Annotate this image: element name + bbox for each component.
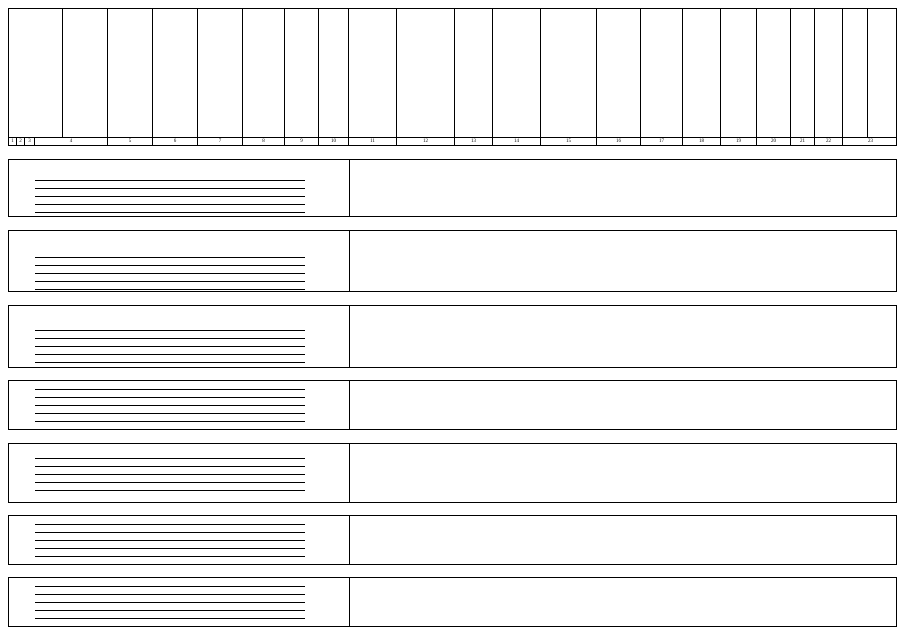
note-cell bbox=[815, 524, 895, 558]
form-cell bbox=[683, 174, 719, 204]
status-cell bbox=[757, 389, 791, 423]
holder-cell bbox=[599, 586, 639, 620]
hdr-col-8-text bbox=[321, 9, 346, 137]
col-num: 1 bbox=[9, 138, 17, 145]
finance-line bbox=[35, 188, 305, 196]
customer-cell bbox=[495, 586, 539, 620]
finance-line bbox=[35, 602, 305, 610]
finance-line bbox=[35, 524, 305, 532]
cost-cell bbox=[641, 524, 681, 558]
hdr-col-22 bbox=[868, 9, 898, 137]
finance-line bbox=[35, 556, 305, 564]
col-num: 10 bbox=[319, 138, 349, 145]
customer-cell bbox=[495, 320, 539, 354]
status-cell bbox=[757, 524, 791, 558]
hdr-col-12-text bbox=[495, 9, 538, 137]
hdr-col-14-text bbox=[599, 9, 638, 137]
col-num: 23 bbox=[868, 139, 873, 144]
finance-line bbox=[35, 405, 305, 413]
hdr-col-7-text bbox=[287, 9, 316, 137]
table-row-block bbox=[8, 380, 897, 430]
hdr-col-10 bbox=[397, 9, 455, 137]
hdr-col-15-text bbox=[643, 9, 680, 137]
col-num: 5 bbox=[108, 138, 153, 145]
developer-cell bbox=[543, 586, 595, 620]
note-cell bbox=[815, 456, 895, 492]
col-num: 21 bbox=[791, 138, 815, 145]
note-cell bbox=[815, 389, 895, 423]
hdr-col-21-text bbox=[845, 9, 865, 137]
developer-cell bbox=[543, 320, 595, 354]
year-cell bbox=[350, 174, 396, 204]
object-cell bbox=[399, 245, 453, 279]
developer-cell bbox=[543, 245, 595, 279]
hdr-col-7 bbox=[285, 9, 319, 137]
finance-line bbox=[35, 346, 305, 354]
status-cell bbox=[757, 174, 791, 204]
finance-line bbox=[35, 204, 305, 212]
col-num: 22 bbox=[815, 138, 843, 145]
hdr-col-12 bbox=[493, 9, 541, 137]
finance-line bbox=[35, 362, 305, 370]
finance-line bbox=[35, 265, 305, 273]
table-row-block bbox=[8, 443, 897, 503]
hdr-col-13-text bbox=[543, 9, 594, 137]
hdr-col-5-text bbox=[200, 9, 240, 137]
hdr-col-20-text bbox=[817, 9, 840, 137]
table-row-block bbox=[8, 159, 897, 217]
developer-cell bbox=[543, 456, 595, 492]
col-num: 14 bbox=[493, 138, 541, 145]
document-sheet bbox=[8, 8, 897, 628]
finance-lines bbox=[35, 458, 305, 498]
hdr-col-10-text bbox=[399, 9, 452, 137]
col-num: 16 bbox=[597, 138, 641, 145]
finance-lines bbox=[35, 330, 305, 370]
finance-line bbox=[35, 281, 305, 289]
direction-cell bbox=[721, 389, 757, 423]
hdr-col-19-text bbox=[793, 9, 812, 137]
table-row-block bbox=[8, 515, 897, 565]
capacity-cell bbox=[455, 389, 491, 423]
hdr-col-2-text bbox=[65, 9, 105, 137]
table-header bbox=[8, 8, 897, 138]
col-num: 4 bbox=[35, 138, 108, 145]
finance-line bbox=[35, 257, 305, 265]
finance-line bbox=[35, 474, 305, 482]
table-row-block bbox=[8, 230, 897, 292]
finance-line bbox=[35, 196, 305, 204]
finance-line bbox=[35, 482, 305, 490]
hdr-col-14 bbox=[597, 9, 641, 137]
hdr-col-19 bbox=[791, 9, 815, 137]
finance-line bbox=[35, 289, 305, 297]
holder-cell bbox=[599, 524, 639, 558]
finance-line bbox=[35, 421, 305, 429]
hdr-col-16 bbox=[683, 9, 721, 137]
hdr-col-17-text bbox=[723, 9, 754, 137]
column-number-row bbox=[8, 138, 897, 146]
col-num: 15 bbox=[541, 138, 597, 145]
hdr-col-18-text bbox=[759, 9, 788, 137]
status-cell bbox=[757, 320, 791, 354]
capacity-cell bbox=[455, 320, 491, 354]
capacity-cell bbox=[455, 524, 491, 558]
hdr-col-9 bbox=[349, 9, 397, 137]
finance-line bbox=[35, 354, 305, 362]
finance-line bbox=[35, 330, 305, 338]
customer-cell bbox=[495, 389, 539, 423]
object-cell bbox=[399, 174, 453, 204]
table-row-block bbox=[8, 577, 897, 627]
capacity-cell bbox=[455, 586, 491, 620]
hdr-col-4 bbox=[153, 9, 198, 137]
finance-line bbox=[35, 540, 305, 548]
customer-cell bbox=[495, 245, 539, 279]
holder-cell bbox=[599, 320, 639, 354]
col-num: 6 bbox=[153, 138, 198, 145]
status-cell bbox=[757, 245, 791, 279]
finance-line bbox=[35, 413, 305, 421]
holder-cell bbox=[599, 389, 639, 423]
cost-cell bbox=[641, 456, 681, 492]
col-num: 7 bbox=[198, 138, 243, 145]
col-num: 17 bbox=[641, 138, 683, 145]
finance-line bbox=[35, 466, 305, 474]
hdr-col-18 bbox=[757, 9, 791, 137]
direction-cell bbox=[721, 524, 757, 558]
finance-lines bbox=[35, 257, 305, 297]
customer-cell bbox=[495, 174, 539, 204]
finance-lines bbox=[35, 389, 305, 429]
form-cell bbox=[683, 245, 719, 279]
finance-line bbox=[35, 490, 305, 498]
hdr-col-13 bbox=[541, 9, 597, 137]
direction-cell bbox=[721, 245, 757, 279]
holder-cell bbox=[599, 456, 639, 492]
form-cell bbox=[683, 524, 719, 558]
hdr-col-3-text bbox=[110, 9, 150, 137]
note-cell bbox=[815, 245, 895, 279]
hdr-col-4-text bbox=[155, 9, 195, 137]
hdr-col-8 bbox=[319, 9, 349, 137]
status-cell bbox=[757, 586, 791, 620]
col-num: 19 bbox=[721, 138, 757, 145]
finance-line bbox=[35, 212, 305, 220]
form-cell bbox=[683, 586, 719, 620]
col-num: 8 bbox=[243, 138, 285, 145]
col-num: 3 bbox=[25, 138, 35, 145]
hdr-col-1-text bbox=[11, 9, 60, 137]
form-cell bbox=[683, 320, 719, 354]
finance-line bbox=[35, 397, 305, 405]
cost-cell bbox=[641, 174, 681, 204]
cost-cell bbox=[641, 389, 681, 423]
object-cell bbox=[399, 456, 453, 492]
cost-cell bbox=[641, 586, 681, 620]
finance-line bbox=[35, 532, 305, 540]
finance-line bbox=[35, 610, 305, 618]
capacity-cell bbox=[455, 174, 491, 204]
year-cell bbox=[350, 320, 396, 354]
table-row-block bbox=[8, 305, 897, 368]
cost-cell bbox=[641, 245, 681, 279]
finance-line bbox=[35, 586, 305, 594]
finance-line bbox=[35, 389, 305, 397]
hdr-col-3 bbox=[108, 9, 153, 137]
finance-line bbox=[35, 338, 305, 346]
customer-cell bbox=[495, 456, 539, 492]
direction-cell bbox=[721, 586, 757, 620]
capacity-cell bbox=[455, 456, 491, 492]
form-cell bbox=[683, 389, 719, 423]
object-cell bbox=[399, 389, 453, 423]
col-num: 13 bbox=[455, 138, 493, 145]
holder-cell bbox=[599, 245, 639, 279]
finance-line bbox=[35, 458, 305, 466]
status-cell bbox=[757, 456, 791, 492]
holder-cell bbox=[599, 174, 639, 204]
year-cell bbox=[350, 389, 396, 423]
col-num: 9 bbox=[285, 138, 319, 145]
year-cell bbox=[350, 586, 396, 620]
hdr-col-21 bbox=[843, 9, 868, 137]
col-num: 11 bbox=[349, 138, 397, 145]
col-num: 18 bbox=[683, 138, 721, 145]
note-cell bbox=[815, 320, 895, 354]
year-cell bbox=[350, 245, 396, 279]
form-cell bbox=[683, 456, 719, 492]
developer-cell bbox=[543, 389, 595, 423]
finance-line bbox=[35, 618, 305, 626]
hdr-col-20 bbox=[815, 9, 843, 137]
hdr-col-2 bbox=[63, 9, 108, 137]
col-num: 12 bbox=[397, 138, 455, 145]
cost-cell bbox=[641, 320, 681, 354]
finance-line bbox=[35, 180, 305, 188]
hdr-col-11 bbox=[455, 9, 493, 137]
hdr-col-16-text bbox=[685, 9, 718, 137]
finance-lines bbox=[35, 524, 305, 564]
hdr-col-6 bbox=[243, 9, 285, 137]
hdr-col-6-text bbox=[245, 9, 282, 137]
developer-cell bbox=[543, 524, 595, 558]
note-cell bbox=[815, 174, 895, 204]
note-cell bbox=[815, 586, 895, 620]
object-cell bbox=[399, 586, 453, 620]
object-cell bbox=[399, 320, 453, 354]
direction-cell bbox=[721, 174, 757, 204]
hdr-col-11-text bbox=[457, 9, 490, 137]
col-num: 20 bbox=[757, 138, 791, 145]
year-cell bbox=[350, 524, 396, 558]
capacity-cell bbox=[455, 245, 491, 279]
hdr-col-15 bbox=[641, 9, 683, 137]
hdr-col-1 bbox=[9, 9, 63, 137]
hdr-col-17 bbox=[721, 9, 757, 137]
hdr-col-9-text bbox=[351, 9, 394, 137]
direction-cell bbox=[721, 456, 757, 492]
hdr-col-22-text bbox=[870, 9, 896, 137]
developer-cell bbox=[543, 174, 595, 204]
year-cell bbox=[350, 456, 396, 492]
col-num: 2 bbox=[17, 138, 25, 145]
finance-lines bbox=[35, 180, 305, 220]
object-cell bbox=[399, 524, 453, 558]
hdr-col-5 bbox=[198, 9, 243, 137]
finance-line bbox=[35, 548, 305, 556]
direction-cell bbox=[721, 320, 757, 354]
finance-line bbox=[35, 273, 305, 281]
finance-line bbox=[35, 594, 305, 602]
customer-cell bbox=[495, 524, 539, 558]
finance-lines bbox=[35, 586, 305, 626]
